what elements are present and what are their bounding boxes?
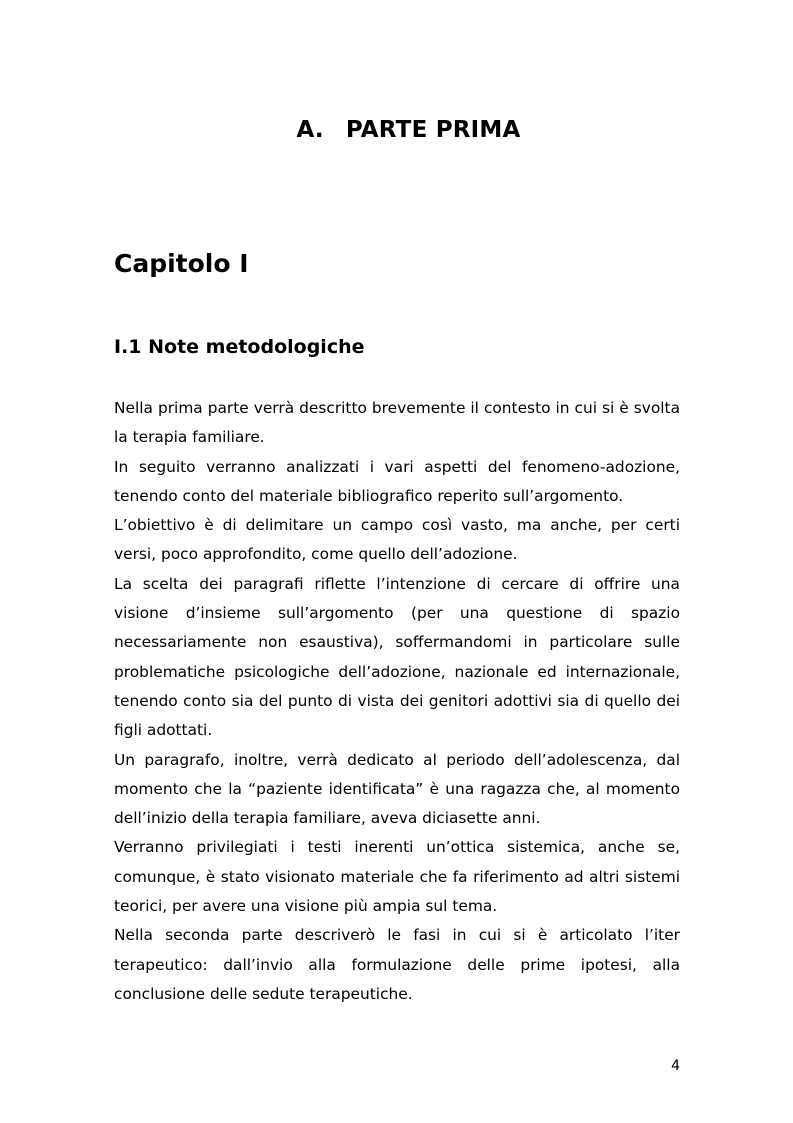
paragraph: La scelta dei paragrafi riflette l’intenzione di cercare di offrire una visione d’insieme sull’argomento (per una questione di spazio necessariamente non esaustiva), soffermandomi in particolare sulle problematiche psicologiche dell’adozione, nazionale ed internazionale, tenendo conto sia del punto di vista dei genitori adottivi sia di quello dei figli adottati.	[114, 574, 680, 740]
chapter-title: Capitolo I	[114, 249, 249, 278]
part-title-text: PARTE PRIMA	[345, 117, 521, 143]
paragraph: Nella seconda parte descriverò le fasi in cui si è articolato l’iter terapeutico: dall’invio alla formulazione delle prime ipotesi, alla conclusione delle sedute terapeutiche.	[114, 926, 680, 1003]
page-number: 4	[671, 1058, 680, 1074]
part-title	[0, 117, 793, 143]
paragraph: Nella prima parte verrà descritto brevemente il contesto in cui si è svolta la terapia familiare.	[114, 399, 680, 447]
paragraph: In seguito verranno analizzati i vari aspetti del fenomeno-adozione, tenendo conto del materiale bibliografico reperito sull’argomento.	[114, 457, 680, 505]
part-letter: A.	[296, 117, 324, 143]
body-text	[114, 394, 680, 1009]
section-title: I.1 Note metodologiche	[114, 336, 365, 358]
paragraph: Verranno privilegiati i testi inerenti un’ottica sistemica, anche se, comunque, è stato visionato materiale che fa riferimento ad altri sistemi teorici, per avere una visione più ampia sul tema.	[114, 838, 680, 916]
paragraph: L’obiettivo è di delimitare un campo così vasto, ma anche, per certi versi, poco approfondito, come quello dell’adozione.	[114, 516, 680, 564]
paragraph: Un paragrafo, inoltre, verrà dedicato al periodo dell’adolescenza, dal momento che la “paziente identificata” è una ragazza che, al momento dell’inizio della terapia familiare, aveva diciasette anni.	[114, 750, 680, 828]
